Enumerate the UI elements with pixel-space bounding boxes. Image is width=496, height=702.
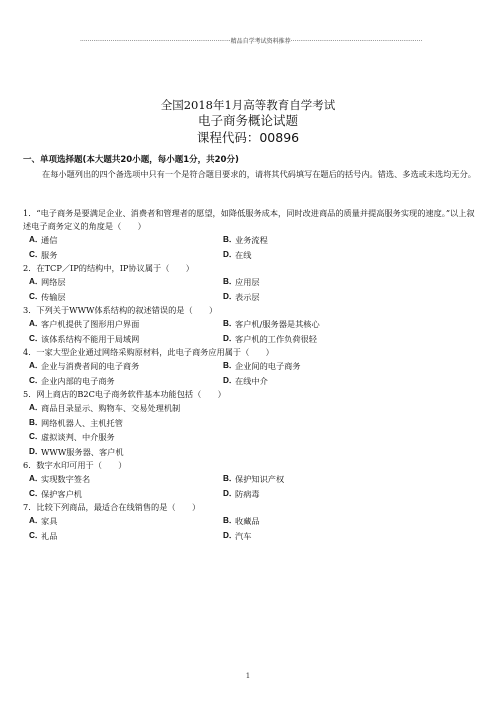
option-grid [23,233,478,262]
option-letter: B． [223,319,238,328]
section-instructions: 在每小题列出的四个备选项中只有一个是符合题目要求的，请将其代码填写在题后的括号内。错选、多选或未选均无分。 [42,169,476,179]
option [223,514,423,529]
option-grid [23,317,478,346]
option-text: WWW服务器、客户机 [41,446,124,457]
option-letter: D． [223,375,238,385]
option [23,529,223,544]
option-text: 企业与消费者间的电子商务 [41,361,140,371]
page-number: 1 [245,672,251,680]
option [23,445,478,460]
option [23,275,223,290]
option-letter: C． [29,488,44,498]
question-stem [23,501,478,514]
exam-title: 全国2018年1月高等教育自学考试 [160,98,336,112]
option-text: 商品目录显示、购物车、交易处理机制 [41,403,181,413]
question-text: 比较下列商品，最适合在线销售的是（ ） [36,502,201,512]
option-letter: B． [223,474,238,483]
question-stem [23,262,478,275]
option-text: 收藏品 [235,516,260,526]
option-text: 服务 [41,249,58,260]
option-letter: C． [29,432,44,441]
option-text: 汽车 [235,530,252,541]
option [23,290,223,305]
option [23,248,223,263]
question-text: 一家大型企业通过网络采购原材料，此电子商务应用属于（ ） [36,347,274,357]
question-item [23,304,478,346]
option [223,374,423,389]
option-letter: C． [29,291,44,301]
option-text: 业务流程 [235,235,268,245]
option [223,233,423,248]
option [223,332,423,347]
paper-title: 电子商务概论试题 [197,113,298,128]
option-text: 通信 [41,235,58,245]
question-text: “电子商务是要满足企业、消费者和管理者的愿望，如降低服务成本，同时改进商品的质量并提高服务实现的速度。”以上叙述电子商务定义的角度是（ ） [23,208,475,231]
question-stem [23,459,478,472]
option-letter: C． [29,333,44,343]
option-text: 传输层 [41,291,66,302]
option-letter: A． [29,474,44,483]
option-text: 虚拟谈判、中介服务 [41,432,115,442]
option-grid [23,514,478,543]
option-letter: D． [223,291,238,301]
question-text: 下列关于WWW体系结构的叙述错误的是（ ） [36,305,218,315]
option-text: 表示层 [235,291,260,302]
option-text: 防病毒 [235,488,260,499]
option-letter: D． [223,530,238,540]
option-text: 在线中介 [235,375,268,386]
option-text: 保护知识产权 [235,474,285,484]
option-letter: B． [29,417,44,427]
option-letter: C． [29,375,44,385]
question-number: 6． [23,460,37,470]
option [223,487,423,502]
option-grid [23,472,478,501]
header-text: ···············································································精品自学考试资料推荐····································································· [80,38,423,45]
option [23,317,223,332]
option [23,514,223,529]
question-stem [23,346,478,359]
option-text: 应用层 [235,277,260,287]
option-text: 保护客户机 [41,488,82,499]
option [223,472,423,487]
option-letter: A． [29,235,44,244]
option-letter: A． [29,277,44,286]
option-letter: A． [29,319,44,328]
question-number: 7． [23,502,37,512]
option-text: 礼品 [41,530,58,541]
option [23,233,223,248]
option [23,332,223,347]
question-stem [23,207,478,233]
option-text: 网络层 [41,277,66,287]
option-letter: A． [29,516,44,525]
option-grid [23,359,478,388]
question-item [23,346,478,388]
option-text: 客户机/服务器是其核心 [235,319,320,329]
option [223,248,423,263]
option-letter: D． [223,249,238,259]
question-number: 4． [23,347,37,357]
option-letter: D． [223,488,238,498]
option-text: 家具 [41,516,58,526]
option-grid [23,275,478,304]
question-item [23,207,478,262]
option [23,487,223,502]
option-letter: B． [223,361,238,370]
option [223,290,423,305]
question-number: 3． [23,305,37,315]
question-text: 网上商店的B2C电子商务软件基本功能包括（ ） [36,389,226,399]
page-header [80,36,423,45]
option-letter: B． [223,235,238,244]
option [23,416,478,431]
question-text: 在TCP／IP的结构中，IP协议属于（ ） [36,263,194,273]
question-item [23,388,478,459]
option [23,374,223,389]
question-list [23,207,478,543]
option [23,401,478,416]
option-text: 网络机器人、主机托管 [41,417,123,428]
option-letter: D． [223,333,238,343]
option-text: 企业间的电子商务 [235,361,301,371]
option-letter: A． [29,361,44,370]
question-number: 5． [23,389,37,399]
option-letter: B． [223,277,238,286]
option [223,275,423,290]
question-number: 1． [23,208,37,218]
title-block [0,98,496,146]
option-text: 客户机的工作负荷很轻 [235,333,317,344]
option [23,359,223,374]
section-heading: 一、单项选择题(本大题共20小题，每小题1分，共20分) [23,155,239,165]
option-letter: A． [29,403,44,412]
option [223,317,423,332]
option-text: 该体系结构不能用于局域网 [41,333,140,344]
option-list [23,401,478,459]
option-text: 实现数字签名 [41,474,91,484]
option-text: 客户机提供了图形用户界面 [41,319,140,329]
option-letter: C． [29,249,44,259]
question-item [23,459,478,501]
question-item [23,501,478,543]
section-1 [23,154,483,182]
option-text: 在线 [235,249,252,260]
option [223,359,423,374]
option-letter: D． [29,446,44,456]
question-number: 2． [23,263,37,273]
question-stem [23,388,478,401]
question-stem [23,304,478,317]
option [23,472,223,487]
option-letter: B． [223,516,238,525]
option-text: 企业内部的电子商务 [41,375,115,386]
question-item [23,262,478,304]
option-letter: C． [29,530,44,540]
option [23,430,478,445]
question-text: 数字水印可用于（ ） [36,460,127,470]
course-code: 课程代码：00896 [196,130,300,145]
option [223,529,423,544]
